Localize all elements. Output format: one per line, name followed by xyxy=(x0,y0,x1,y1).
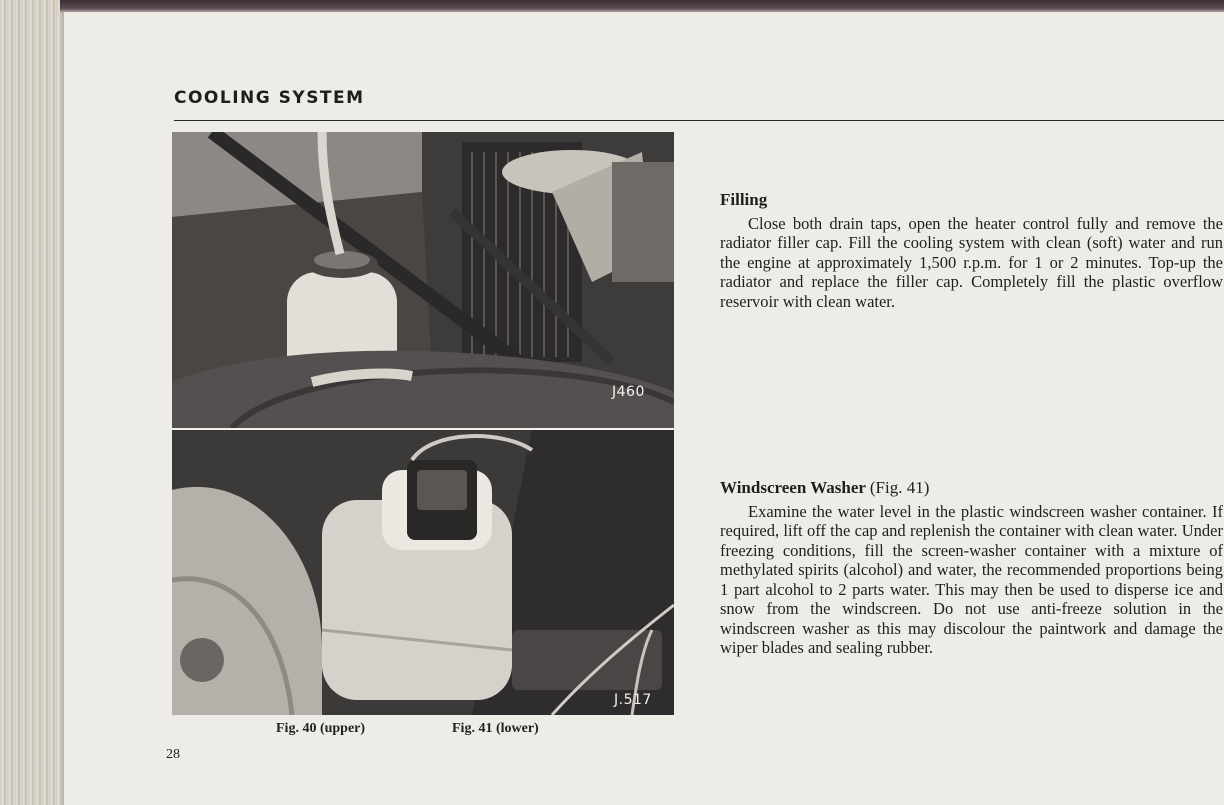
washer-body: Examine the water level in the plastic windscreen washer container. If required, lift off the cap and replenish the container with clean water. Under freezing conditions, fill the screen-washer container with a mixture of methylated spirits (alcohol) and water, the recommended proportions being 1 part alcohol to 2 parts water. This may then be used to disperse ice and snow from the windscreen. Do not use anti-freeze solution in the windscreen washer as this may discolour the paintwork and damage the wiper blades and sealing rubber. xyxy=(720,501,1223,657)
book-page-edges xyxy=(0,0,62,805)
washer-heading-line xyxy=(720,478,1223,498)
filling-section xyxy=(720,190,1223,311)
filling-body: Close both drain taps, open the heater control fully and remove the radiator filler cap. Fill the cooling system with clean (soft) water and run the engine at approximately 1,500 r.p.m. for 1 or 2 minutes. Top-up the radiator and replace the filler cap. Completely fill the plastic overflow reservoir with clean water. xyxy=(720,213,1223,311)
title-rule xyxy=(174,120,1224,121)
page-number: 28 xyxy=(166,747,180,762)
washer-heading-figure-ref: (Fig. 41) xyxy=(869,478,930,497)
figure-40-caption: Fig. 40 (upper) xyxy=(276,721,366,736)
manual-page xyxy=(62,12,1224,805)
washer-heading: Windscreen Washer xyxy=(720,478,866,497)
figure-41-caption: Fig. 41 (lower) xyxy=(452,721,539,736)
figure-40-photo xyxy=(172,132,674,428)
figure-40-ref-label: J460 xyxy=(612,384,645,400)
section-title: COOLING SYSTEM xyxy=(174,88,365,108)
figure-41-photo xyxy=(172,428,674,715)
figure-41-ref-label: J.517 xyxy=(614,692,652,708)
filling-heading: Filling xyxy=(720,190,768,209)
washer-section xyxy=(720,478,1223,658)
